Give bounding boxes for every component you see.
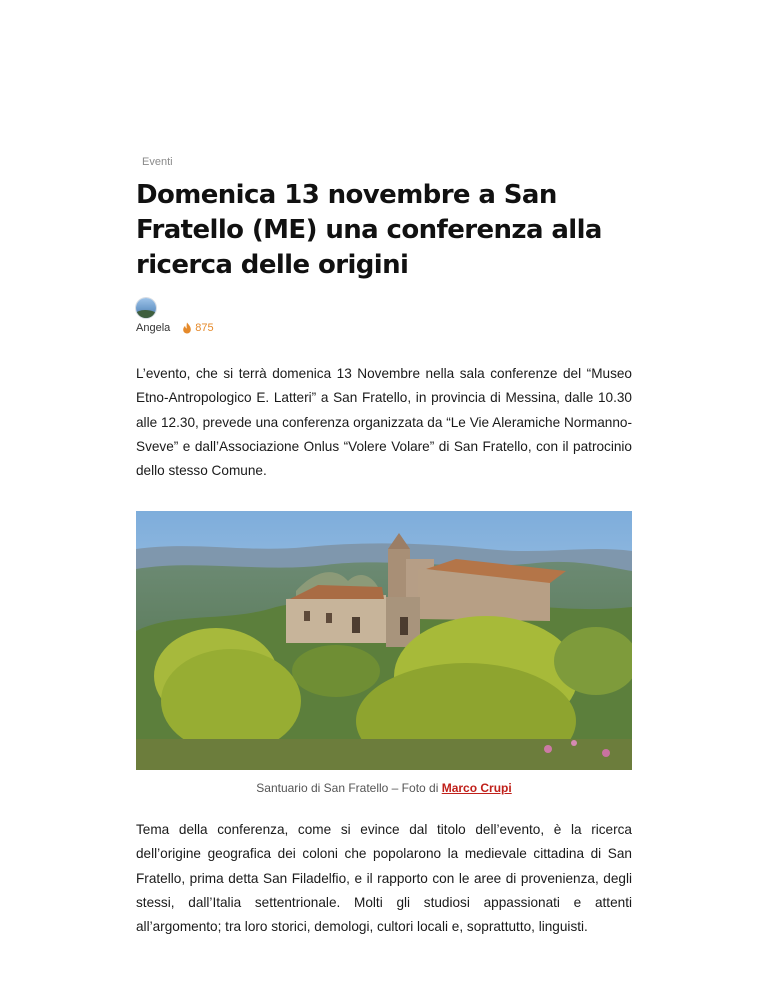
article-paragraph-1: L’evento, che si terrà domenica 13 Novembre nella sala conferenze del “Museo Etno-Antropologico E. Latteri” a San Fratello, in provincia di Messina, dalle 10.30 alle 12.30, prevede una conferenza organizzata da “Le Vie Aleramiche Normanno-Sveve” e dall’Associazione Onlus “Volere Volare” di San Fratello, con il patrocinio dello stesso Comune. <box>136 366 632 479</box>
article-image <box>136 511 632 770</box>
caption-text: Santuario di San Fratello – Foto di <box>256 781 442 795</box>
flame-icon <box>182 322 192 334</box>
author-avatar[interactable] <box>136 298 156 318</box>
sanctuary-photo <box>136 511 632 770</box>
category-link[interactable]: Eventi <box>142 156 173 168</box>
article-meta <box>136 322 214 334</box>
views-count <box>182 322 213 334</box>
article-title: Domenica 13 novembre a San Fratello (ME) una conferenza alla ricerca delle origini <box>136 180 602 280</box>
image-caption <box>136 781 632 795</box>
views-value: 875 <box>195 322 214 334</box>
photographer-link[interactable]: Marco Crupi <box>441 781 512 795</box>
author-name[interactable]: Angela <box>136 322 171 334</box>
article-paragraph-2: Tema della conferenza, come si evince dal titolo dell’evento, è la ricerca dell’origine geografica dei coloni che popolarono la medievale cittadina di San Fratello, prima detta San Filadelfio, e il rapporto con le aree di provenienza, degli stessi, dall’Italia settentrionale. Molti gli studiosi appassionati e attenti all’argomento; tra loro storici, demologi, cultori locali e, soprattutto, linguisti. <box>136 822 632 935</box>
